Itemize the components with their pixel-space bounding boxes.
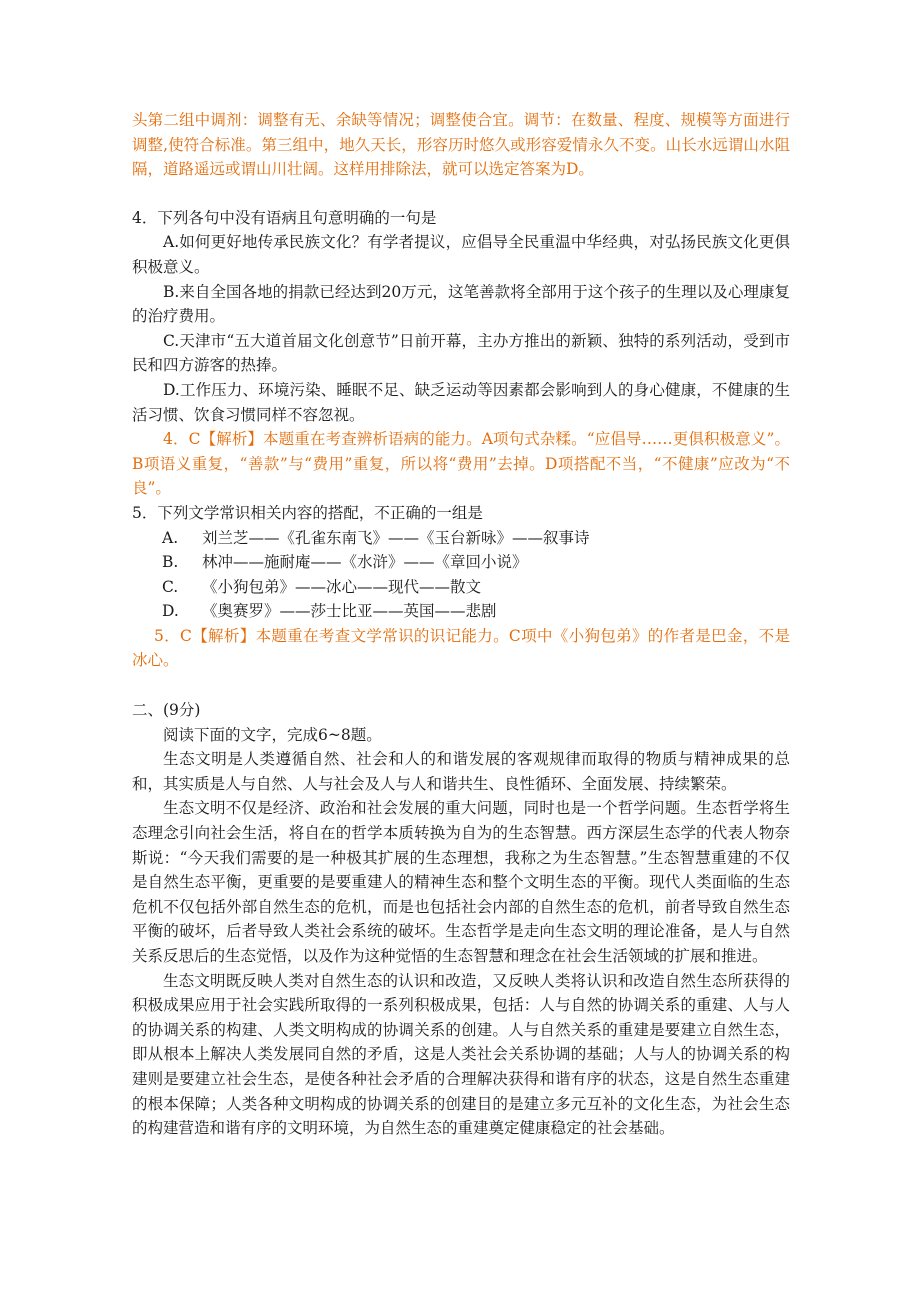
option-text: 《小狗包弟》——冰心——现代——散文	[202, 577, 482, 596]
question-4	[132, 206, 790, 501]
question-5-option-b	[132, 550, 790, 575]
question-4-answer: 4．C【解析】本题重在考查辨析语病的能力。A项句式杂糅。“应倡导……更俱积极意义”。B项语义重复，“善款”与“费用”重复，所以将“费用”去掉。D项搭配不当，“不健康”应改为“不良”。	[132, 430, 790, 498]
option-text: 林冲——施耐庵——《水浒》——《章回小说》	[202, 553, 528, 572]
question-4-option-c: C.天津市“五大道首届文化创意节”日前开幕，主办方推出的新颖、独特的系列活动，受到市民和四方游客的热捧。	[132, 331, 790, 375]
question-5-option-c	[132, 575, 790, 600]
section-2-heading: 二、(9分)	[132, 701, 201, 720]
option-text: 《奥赛罗》——莎士比亚——英国——悲剧	[202, 602, 497, 621]
section-2	[132, 698, 790, 1141]
question-4-stem: 4．下列各句中没有语病且句意明确的一句是	[132, 208, 437, 227]
option-text: 刘兰芝——《孔雀东南飞》——《玉台新咏》——叙事诗	[202, 528, 590, 547]
option-label: D.	[162, 602, 179, 621]
option-label: A.	[162, 528, 179, 547]
question-4-option-d: D.工作压力、环境污染、睡眠不足、缺乏运动等因素都会影响到人的身心健康，不健康的生活习惯、饮食习惯同样不容忽视。	[132, 380, 790, 424]
question-5-answer: 5．C【解析】本题重在考查文学常识的识记能力。C项中《小狗包弟》的作者是巴金，不是冰心。	[132, 626, 790, 670]
question-5	[132, 501, 790, 673]
document-page	[132, 108, 790, 1141]
passage-paragraph-2: 生态文明不仅是经济、政治和社会发展的重大问题，同时也是一个哲学问题。生态哲学将生态理念引向社会生活，将自在的哲学本质转换为自为的生态智慧。西方深层生态学的代表人物奈斯说：“今天我们需要的是一种极其扩展的生态理想，我称之为生态智慧。”生态智慧重建的不仅是自然生态平衡，更重要的是要重建人的精神生态和整个文明生态的平衡。现代人类面临的生态危机不仅包括外部自然生态的危机，而是也包括社会内部的自然生态的危机，前者导致自然生态平衡的破坏，后者导致人类社会系统的破坏。生态哲学是走向生态文明的理论准备，是人与自然关系反思后的生态觉悟，以及作为这种觉悟的生态智慧和理念在社会生活领域的扩展和推进。	[132, 799, 790, 965]
passage-paragraph-1: 生态文明是人类遵循自然、社会和人的和谐发展的客观规律而取得的物质与精神成果的总和，其实质是人与自然、人与社会及人与人和谐共生、良性循环、全面发展、持续繁荣。	[132, 750, 790, 793]
passage-paragraph-3: 生态文明既反映人类对自然生态的认识和改造，又反映人类将认识和改造自然生态所获得的积极成果应用于社会实践所取得的一系列积极成果，包括：人与自然的协调关系的重建、人与人的协调关系的构建、人类文明构成的协调关系的创建。人与自然关系的重建是要建立自然生态，即从根本上解决人类发展同自然的矛盾，这是人类社会关系协调的基础；人与人的协调关系的构建则是要建立社会生态，是使各种社会矛盾的合理解决获得和谐有序的状态，这是自然生态重建的根本保障；人类各种文明构成的协调关系的创建目的是建立多元互补的文化生态，为社会生态的构建营造和谐有序的文明环境，为自然生态的重建奠定健康稳定的社会基础。	[132, 971, 790, 1138]
question-5-stem: 5．下列文学常识相关内容的搭配，不正确的一组是	[132, 503, 483, 522]
option-label: B.	[162, 553, 179, 572]
answer-3-continuation: 头第二组中调剂：调整有无、余缺等情况；调整使合宜。调节：在数量、程度、规模等方面进行调整,使符合标准。第三组中，地久天长，形容历时悠久或形容爱情永久不变。山长水远谓山水阻隔，道路遥远或谓山川壮阔。这样用排除法，就可以选定答案为D。	[132, 111, 790, 179]
question-5-option-a	[132, 526, 790, 551]
section-2-instruction: 阅读下面的文字，完成6~8题。	[163, 725, 382, 744]
option-label: C.	[162, 577, 179, 596]
question-5-option-d	[132, 599, 790, 624]
question-4-option-b: B.来自全国各地的捐款已经达到20万元，这笔善款将全部用于这个孩子的生理以及心理康复的治疗费用。	[132, 282, 790, 326]
question-4-option-a: A.如何更好地传承民族文化？有学者提议，应倡导全民重温中华经典，对弘扬民族文化更俱积极意义。	[132, 233, 790, 276]
